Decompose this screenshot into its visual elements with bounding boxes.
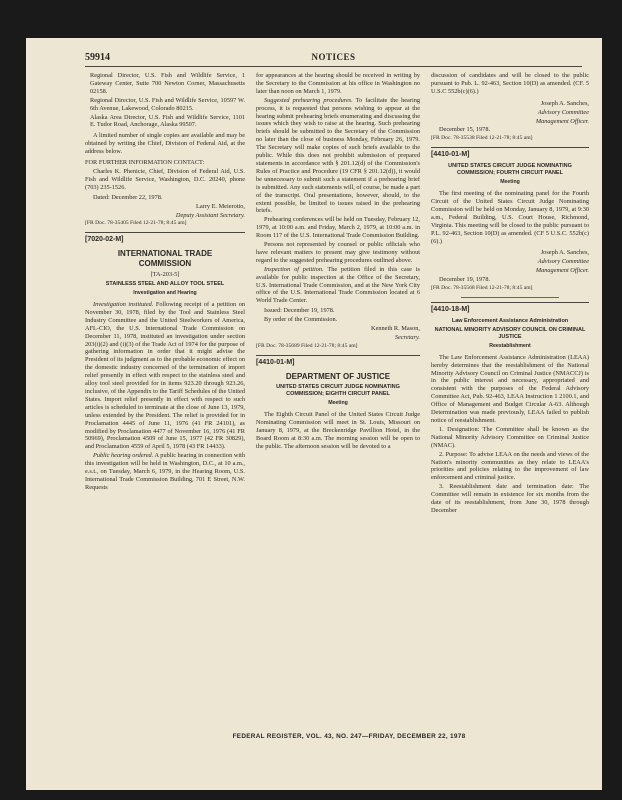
fr-doc-line: [FR Doc. 78-35538 Filed 12-21-78; 8:45 am] <box>431 135 533 142</box>
subject-heading: NATIONAL MINORITY ADVISORY COUNCIL ON CRIMINAL JUSTICE <box>434 326 586 340</box>
subject-subheading: Investigation and Hearing <box>133 290 197 297</box>
doc-code: [4410-01-M] <box>431 147 589 159</box>
subject-heading: STAINLESS STEEL AND ALLOY TOOL STEEL <box>105 281 225 288</box>
docket-number: [TA-203-5] <box>150 271 180 279</box>
column-2 <box>256 72 420 452</box>
paragraph-body: The petition filed in this case is available for public inspection at the Office of the Secretary, U.S. International Trade Commission, and at the New York City office of the U.S. International Trade Commission located at 6 World Trade Center. <box>256 265 420 305</box>
paragraph-body: To facilitate the hearing process, it is requested that persons wishing to appear at the hearing submit prehearing briefs enumerating and discussing the issues which they wish to raise at the hearing. Such prehearing briefs should be submitted to the Secretary of the Commission no later than the close of business Monday, February 26, 1979. The Secretary will make copies of such briefs available to the public. While this does not prohibit submission of prepared statements in accordance with § 201.12(d) of the Commission's Rules of Practice and Procedure (19 CFR § 201.12(d)), it would be unnecessary to submit such a statement if a prehearing brief is submitted. Any such statements will, of course, be made a part of the transcript. Oral presentations, however, should, to the extent possible, be limited to issues raised in the prehearing briefs. <box>256 96 420 215</box>
signer-title: Secretary. <box>394 334 420 341</box>
signer-title: Management Officer. <box>535 267 589 275</box>
paragraph-lead: Inspection of petition. <box>264 265 324 273</box>
subject-subheading: Reestablishment <box>489 342 531 349</box>
paragraph-lead: Investigation instituted. <box>93 301 154 309</box>
issued-line: Issued: December 19, 1978. <box>264 307 335 315</box>
page-number: 59914 <box>85 52 110 63</box>
paragraph-purpose: 2. Purpose: To advise LEAA on the needs and views of the Nation's minority communities as they relate to LEAA's priorities and policies relating to the improvement of law enforcement and criminal justice. <box>431 450 589 482</box>
page-footer: FEDERAL REGISTER, VOL. 43, NO. 247—FRIDAY, DECEMBER 22, 1978 <box>232 733 466 740</box>
paragraph-body: A public hearing in connection with this investigation will be held in Washington, D.C., at 10 a.m., e.s.t., on Tuesday, March 6, 1979, in the Hearing Room, U.S. International Trade Commission Building, 701 E Street, N.W. Requests <box>85 452 246 491</box>
agency-title: INTERNATIONAL TRADE COMMISSION <box>117 249 213 268</box>
subject-subheading: Meeting <box>328 400 348 407</box>
signer-title: Advisory Committee <box>537 258 589 266</box>
dated-line: Dated: December 22, 1978. <box>93 193 163 201</box>
paragraph-body: Following receipt of a petition on November 30, 1978, filed by the Tool and Stainless Steel Industry Committee and the United Steelworkers of America, AFL-CIO, the U.S. International Trade Commission on December 11, 1978, instituted an investigation under section 203(i)(2) and (i)(3) of the Trade Act of 1974 for the purpose of gathering information in order that it might advise the President of its judgment as to the probable economic effect on the domestic industry concerned of the termination of import relief presently in effect with respect to the stainless steel and alloy tool steel provided for in items 923.20 through 923.26, inclusive, of the Appendix to the Tariff Schedules of the United States. Import relief presently in effect with respect to such articles is scheduled to terminate at the close of June 13, 1979, unless extended by the President. The relief is provided for in Proclamation 4445 of June 11, 1976 (41 FR 24101), as modified by Proclamation 4477 of November 16, 1976 (41 FR 50969), Proclamation 4509 of June 15, 1977 (42 FR 30829), and Proclamation 4559 of April 5, 1978 (43 FR 14433). <box>85 301 245 451</box>
subject-heading: UNITED STATES CIRCUIT JUDGE NOMINATING COMMISSION; FOURTH CIRCUIT PANEL <box>448 163 572 177</box>
agency-subheading: Law Enforcement Assistance Administration <box>451 317 569 324</box>
divider <box>461 297 559 298</box>
paragraph-persons: Persons not represented by counsel or public officials who have relevant matters to present may give testimony without regard to the suggested prehearing procedures outlined above. <box>256 241 420 264</box>
dated-line: December 15, 1978. <box>439 126 491 134</box>
doc-code: [4410-01-M] <box>256 355 420 367</box>
address-3: Alaska Area Director, U.S. Fish and Wildlife Service, 1101 E. Tudor Road, Anchorage, Alaska 99507. <box>90 113 245 129</box>
paragraph-fourth-circuit: The first meeting of the nominating panel for the Fourth Circuit of the United States Circuit Judge Nominating Commission will be held on Monday, January 8, 1979, at 9:30 a.m., Federal Building, U.S. Court House, Richmond, Virginia. This meeting will be closed to the public pursuant to P.L. 92-463, Section 10(D) as amended. (CF 5 U.S.C. 552b(c)(6).) <box>431 190 589 245</box>
column-1 <box>85 72 245 493</box>
contact-paragraph: Charles K. Phenicie, Chief, Division of Federal Aid, U.S. Fish and Wildlife Service, Washington, D.C. 20240, phone (703) 235-1526. <box>85 167 245 191</box>
paragraph-eighth-circuit: The Eighth Circuit Panel of the United States Circuit Judge Nominating Commission will meet in St. Louis, Missouri on January 8, 1979, at the Breckenridge Pavillion Hotel, in the Board Room at 8:30 a.m. The morning session will be open to the public. The afternoon session will be devoted to a <box>256 411 420 450</box>
doc-code: [7020-02-M] <box>85 232 245 244</box>
fr-doc-line: [FR Doc. 78-35405 Filed 12-21-78; 8:45 am] <box>85 220 187 227</box>
paragraph-conferences: Prehearing conferences will be held on Tuesday, February 12, 1979, at 10:00 a.m. and Friday, March 2, 1979, at 10:00 a.m. in Room 117 of the U.S. International Trade Commission Building. <box>256 216 420 240</box>
paragraph-appearances: for appearances at the hearing should be received in writing by the Secretary to the Commission at his office in Washington no later than noon on March 1, 1979. <box>256 72 420 95</box>
signer-name: Joseph A. Sanches, <box>540 99 589 107</box>
doc-code: [4410-18-M] <box>431 302 589 314</box>
paragraph-lead: Suggested prehearing procedures. <box>264 96 353 104</box>
order-line: By order of the Commission. <box>264 316 338 324</box>
paragraph-lead: Public hearing ordered. <box>93 452 154 460</box>
copies-paragraph: A limited number of single copies are available and may be obtained by writing the Chief, Division of Federal Aid, at the address below. <box>85 132 245 156</box>
paragraph-designation: 1. Designation: The Committee shall be known as the National Minority Advisory Committee on Criminal Justice (NMAC). <box>431 425 589 449</box>
paragraph-dates: 3. Reestablishment date and termination date: The Committee will remain in existence for six months from the date of its reestablishment, from June 30, 1978 through December <box>431 483 589 514</box>
fr-doc-line: [FR Doc. 78-35568 Filed 12-21-78; 8:45 am] <box>431 285 533 292</box>
section-title: NOTICES <box>311 52 356 62</box>
paragraph-discussion: discussion of candidates and will be closed to the public pursuant to Pub. L. 92-463, Section 10(D) as amended. (CF. 5 U.S.C 552b(c)(6).) <box>431 72 589 95</box>
paragraph-hearing <box>85 452 245 492</box>
dated-line: December 19, 1978. <box>439 276 491 284</box>
signer-title: Deputy Assistant Secretary. <box>175 211 245 219</box>
paragraph-reestablishment: The Law Enforcement Assistance Administration (LEAA) hereby determines that the reestablishment of the National Minority Advisory Council on Criminal Justice (NMACCJ) is in the public interest and necessary, appropriated and consistent with the purposes of the Federal Advisory Committee Act, Pub. 92-463, LEAA Instruction 1 2100.1, and Office of Management and Budget Circular A-63. Although Determination was made previously, LEAA failed to publish notice of reestablishment. <box>431 353 589 424</box>
signer-title: Advisory Committee <box>537 108 589 116</box>
subject-subheading: Meeting <box>500 179 520 186</box>
signer-title: Management Officer. <box>535 117 589 125</box>
paragraph-prehearing <box>256 97 420 216</box>
subject-heading: UNITED STATES CIRCUIT JUDGE NOMINATING COMMISSION; EIGHTH CIRCUIT PANEL <box>276 384 400 398</box>
address-2: Regional Director, U.S. Fish and Wildlife Service, 10597 W. 6th Avenue, Lakewood, Colorado 80215. <box>90 96 245 112</box>
agency-title: DEPARTMENT OF JUSTICE <box>285 371 391 381</box>
contact-heading: FOR FURTHER INFORMATION CONTACT: <box>85 159 205 167</box>
signer-name: Joseph A. Sanches, <box>540 249 589 257</box>
column-3 <box>431 72 589 516</box>
signer-name: Larry E. Meierotto, <box>196 202 245 210</box>
paragraph-investigation <box>85 301 245 451</box>
document-page <box>26 38 602 790</box>
fr-doc-line: [FR Doc. 78-35689 Filed 12-21-78; 8:45 am] <box>256 342 358 349</box>
page-header <box>85 52 582 67</box>
paragraph-inspection <box>256 266 420 306</box>
signer-name: Kenneth R. Mason, <box>371 325 420 333</box>
address-1: Regional Director, U.S. Fish and Wildlife Service, 1 Gateway Center, Suite 700 Newton Corner, Massachusetts 02158. <box>90 72 245 95</box>
